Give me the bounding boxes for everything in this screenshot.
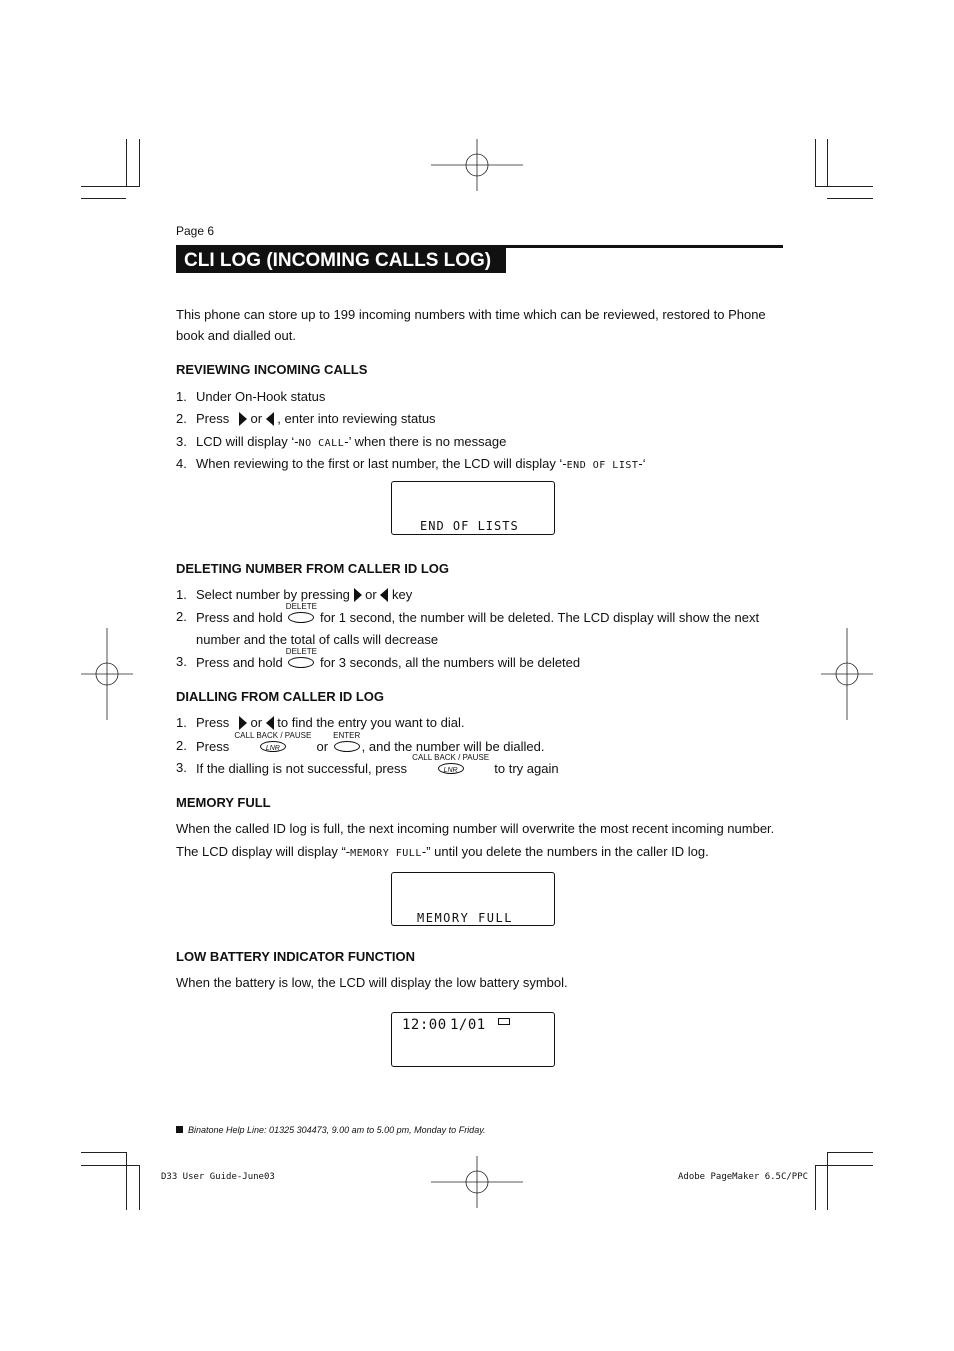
list-item [196,434,506,452]
text: or [250,411,263,426]
crop-mark [815,186,873,187]
key-caption: DELETE [285,647,317,656]
list-number: 1. [176,389,187,404]
key-oval [334,741,360,752]
list-number: 1. [176,587,187,602]
crop-mark [81,186,139,187]
lcd-text: END OF LISTS [420,519,519,533]
crop-mark [815,1165,816,1210]
list-number: 2. [176,738,187,753]
text: or [365,587,377,602]
crop-mark [81,198,126,199]
body-text: When the called ID log is full, the next incoming number will overwrite the most recent incoming number. [176,821,775,836]
key-caption: CALL BACK / PAUSE [234,731,312,740]
page-title [176,248,506,273]
key-caption: DELETE [285,602,317,611]
list-number: 1. [176,715,187,730]
crop-mark [815,139,816,187]
text: , enter into reviewing status [277,411,436,426]
key-caption: CALL BACK / PAUSE [412,753,490,762]
registration-mark [431,139,523,191]
list-item-continued: number and the total of calls will decrease [196,632,439,647]
lcd-date: 1/01 [450,1017,486,1033]
list-item: Under On-Hook status [196,389,326,404]
list-number: 3. [176,760,187,775]
lcd-text: MEMORY FULL [417,911,513,925]
enter-key-icon [332,731,362,754]
crop-mark [827,198,873,199]
section-heading: REVIEWING INCOMING CALLS [176,362,368,377]
key-caption: ENTER [333,731,361,740]
intro-text: This phone can store up to 199 incoming numbers with time which can be reviewed, restored to Phone [176,307,766,322]
key-oval [288,657,314,668]
lcd-display [391,481,555,535]
text: The LCD display will display “- [176,844,351,859]
registration-mark [821,628,873,720]
text: key [391,587,413,602]
left-arrow-key-icon [380,588,388,602]
crop-mark [827,1152,873,1153]
text: When reviewing to the first or last number, the LCD will display ‘- [196,456,567,471]
text: -’ when there is no message [344,434,507,449]
text: -” until you delete the numbers in the caller ID log. [421,844,709,859]
list-item [196,602,760,626]
lcd-time: 12:00 [402,1017,447,1033]
lcd-text-inline: MEMORY FULL [350,848,422,859]
right-arrow-key-icon [239,412,247,426]
delete-key-icon [285,602,317,625]
crop-mark [827,1152,828,1210]
crop-mark [81,1152,126,1153]
text: LCD will display ‘- [196,434,299,449]
list-number: 2. [176,411,187,426]
list-item [196,753,559,777]
lcd-text-inline: NO CALL [298,438,345,449]
callback-pause-key-icon [233,731,313,754]
low-battery-icon [498,1018,510,1025]
page-title-text: CLI LOG (INCOMING CALLS LOG) [184,250,492,271]
lcd-display [391,1012,555,1067]
list-item [196,647,581,671]
text: If the dialling is not successful, press [196,761,407,776]
list-number: 3. [176,434,187,449]
list-item [196,456,646,474]
slug-left: D33 User Guide-June03 [161,1172,275,1182]
text: , and the number will be dialled. [361,739,545,754]
crop-mark [139,1165,140,1210]
list-item [196,731,545,755]
text: or [316,739,329,754]
text: to try again [494,761,559,776]
crop-mark [815,1165,873,1166]
key-label: LNR [443,767,458,774]
crop-mark [126,1152,127,1210]
list-number: 4. [176,456,187,471]
callback-pause-key-icon [411,753,491,776]
lcd-text-inline: END OF LIST [566,460,639,471]
text: or [250,715,263,730]
right-arrow-key-icon [354,588,362,602]
text: Press [196,739,230,754]
crop-mark [126,139,127,187]
bullet-square-icon [176,1126,183,1133]
page-number: Page 6 [176,224,215,238]
crop-mark [139,139,140,187]
helpline-text: Binatone Help Line: 01325 304473, 9.00 am to 5.00 pm, Monday to Friday. [188,1125,486,1135]
left-arrow-key-icon [266,412,274,426]
text: to find the entry you want to dial. [277,715,465,730]
list-number: 3. [176,654,187,669]
text: Select number by pressing [196,587,350,602]
text: Press and hold [196,655,283,670]
text: Press [196,715,230,730]
key-label: LNR [265,745,280,752]
text: Press [196,411,230,426]
registration-mark [81,628,133,720]
key-oval [288,612,314,623]
crop-mark [827,139,828,187]
section-heading: MEMORY FULL [176,795,271,810]
text: for 3 seconds, all the numbers will be deleted [319,655,581,670]
text: for 1 second, the number will be deleted. The LCD display will show the next [319,610,760,625]
crop-mark [81,1165,139,1166]
section-heading: DELETING NUMBER FROM CALLER ID LOG [176,561,449,576]
body-text [176,844,709,862]
delete-key-icon [285,647,317,670]
text: Press and hold [196,610,283,625]
body-text: When the battery is low, the LCD will display the low battery symbol. [176,975,568,990]
section-heading: LOW BATTERY INDICATOR FUNCTION [176,949,416,964]
registration-mark [431,1156,523,1208]
section-heading: DIALLING FROM CALLER ID LOG [176,689,384,704]
intro-text: book and dialled out. [176,328,296,343]
slug-right: Adobe PageMaker 6.5C/PPC [678,1172,809,1182]
lcd-display [391,872,555,926]
list-item [196,411,436,427]
list-number: 2. [176,609,187,624]
text: -‘ [638,456,646,471]
